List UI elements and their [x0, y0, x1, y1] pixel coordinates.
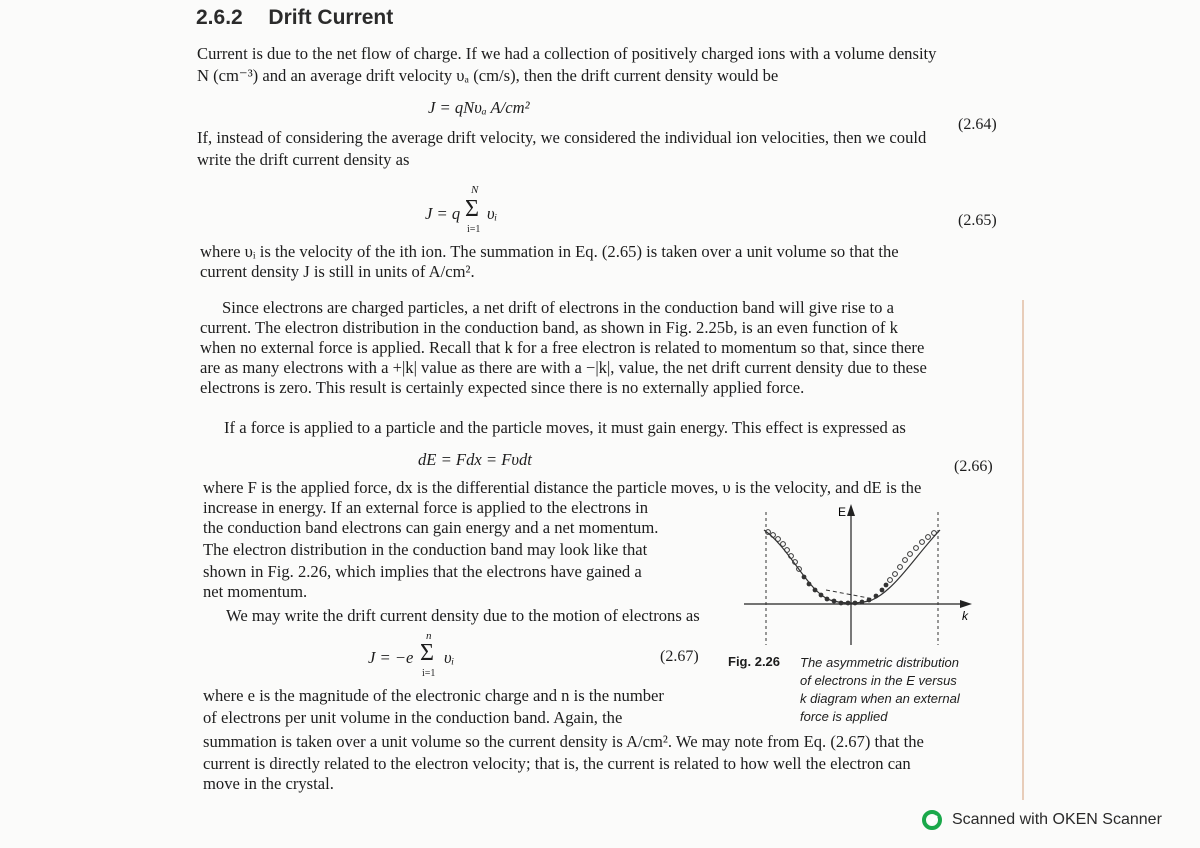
eq267-lhs: J = −e [368, 648, 414, 667]
equation-number-2-64: (2.64) [958, 116, 997, 133]
para4-line2: current. The electron distribution in the conduction band, as shown in Fig. 2.25b, is an even function of k [200, 318, 898, 337]
section-number: 2.6.2 [196, 6, 243, 29]
para8-line4: current is directly related to the electron velocity; that is, the current is related to how well the electron can [203, 754, 911, 773]
eq265-lower-limit: i=1 [467, 224, 481, 235]
eq267-upper-limit: n [426, 630, 432, 642]
para8-line1: where e is the magnitude of the electronic charge and n is the number [203, 686, 664, 705]
e-axis-arrow [847, 504, 855, 516]
figure-caption-line2: of electrons in the E versus [800, 673, 957, 688]
para6-line1: where F is the applied force, dx is the differential distance the particle moves, υ is the velocity, and dE is the [203, 478, 922, 497]
figure-caption-line4: force is applied [800, 709, 888, 724]
para7-line1: We may write the drift current density due to the motion of electrons as [226, 606, 700, 625]
para6-line4: The electron distribution in the conduction band may look like that [203, 540, 648, 559]
para2-line1: If, instead of considering the average drift velocity, we considered the individual ion velocities, then we could [197, 128, 927, 147]
para3-line2: current density J is still in units of A/cm². [200, 262, 475, 281]
scanner-text: Scanned with OKEN Scanner [952, 811, 1162, 828]
para6-line2: increase in energy. If an external force is applied to the electrons in [203, 498, 649, 517]
section-title: Drift Current [268, 6, 394, 29]
k-axis-arrow [960, 600, 972, 608]
equation-2-67 [368, 630, 488, 686]
para8-line2: of electrons per unit volume in the conduction band. Again, the [203, 708, 623, 727]
scanner-watermark [922, 810, 1162, 830]
eq265-lhs: J = q [425, 204, 461, 223]
e-k-curve [764, 530, 940, 603]
figure-2-26-diagram [730, 500, 980, 650]
e-axis-label: E [838, 505, 847, 519]
oken-scanner-logo-icon [922, 810, 942, 830]
para2-line2: write the drift current density as [197, 150, 410, 169]
eq265-upper-limit: N [471, 184, 479, 196]
eq265-sum-symbol: Σ [465, 196, 479, 222]
section-heading [196, 6, 393, 30]
k-axis-label: k [962, 609, 968, 623]
para8-line3: summation is taken over a unit volume so the current density is A/cm². We may note from Eq. (2.67) that the [203, 732, 924, 751]
equation-2-65 [425, 184, 545, 240]
equation-2-66: dE = Fdx = Fυdt [418, 450, 532, 469]
para4-line5: electrons is zero. This result is certainly expected since there is no externally applied force. [200, 378, 805, 397]
para6-line6: net momentum. [203, 582, 308, 601]
para5-line1: If a force is applied to a particle and the particle moves, it must gain energy. This effect is expressed as [224, 418, 906, 437]
eq267-term: υᵢ [444, 648, 455, 667]
eq267-lower-limit: i=1 [422, 668, 436, 679]
para6-line3: the conduction band electrons can gain energy and a net momentum. [203, 518, 659, 537]
para1-line1: Current is due to the net flow of charge. If we had a collection of positively charged ions with a volume density [197, 44, 937, 63]
para8-line5: move in the crystal. [203, 774, 334, 793]
equation-2-64: J = qNυₐ A/cm² [428, 98, 530, 117]
equation-number-2-66: (2.66) [954, 458, 993, 475]
para1-line2: N (cm⁻³) and an average drift velocity υₐ (cm/s), then the drift current density would be [197, 66, 779, 85]
asymmetric-level-line [826, 590, 874, 599]
para4-line3: when no external force is applied. Recall that k for a free electron is related to momentum so that, since there [200, 338, 925, 357]
eq267-sum-symbol: Σ [420, 640, 434, 666]
para3-line1: where υᵢ is the velocity of the ith ion. The summation in Eq. (2.65) is taken over a unit volume so that the [200, 242, 899, 261]
filled-electron-dots [802, 575, 889, 606]
para4-line4: are as many electrons with a +|k| value as there are with a −|k|, value, the net drift current density due to these [200, 358, 927, 377]
para6-line5: shown in Fig. 2.26, which implies that the electrons have gained a [203, 562, 642, 581]
figure-caption-line1: The asymmetric distribution [800, 655, 959, 670]
equation-number-2-67: (2.67) [660, 648, 699, 665]
figure-caption-number: Fig. 2.26 [728, 654, 781, 669]
page-edge-line [1022, 300, 1024, 800]
eq265-term: υᵢ [487, 204, 498, 223]
equation-number-2-65: (2.65) [958, 212, 997, 229]
para4-line1: Since electrons are charged particles, a net drift of electrons in the conduction band will give rise to a [222, 298, 894, 317]
figure-caption-line3: k diagram when an external [800, 691, 960, 706]
